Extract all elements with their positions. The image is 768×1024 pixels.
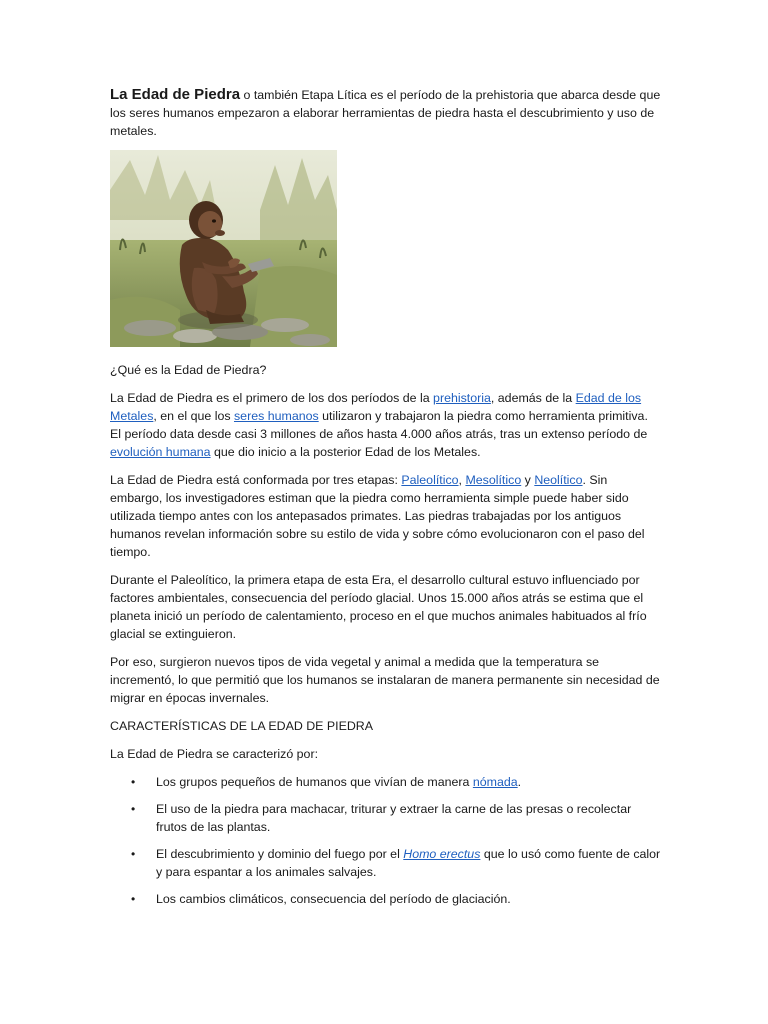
list-intro: La Edad de Piedra se caracterizó por:: [110, 747, 319, 761]
bullet-icon: •: [131, 892, 136, 906]
paragraph-paleolitico: Durante el Paleolítico, la primera etapa de esta Era, el desarrollo cultural estuvo influenciado por factores ambientales, consecuencia del período glacial. Unos 15.000 años atrás se estima que el planeta inició un período de calentamiento, proceso en el que muchos animales habituados al frío glacial se extinguieron.: [110, 573, 647, 641]
p1-text-3: , en el que los: [153, 409, 234, 423]
caveman-illustration: [110, 150, 337, 347]
link-neolitico[interactable]: Neolítico: [534, 473, 583, 487]
list-item: [110, 890, 662, 908]
paragraph-etapas: [110, 471, 662, 561]
link-homo-erectus[interactable]: Homo erectus: [403, 847, 481, 861]
intro-lead: La Edad de Piedra: [110, 86, 241, 103]
caveman-illustration-svg: [110, 150, 337, 347]
paragraph-vida: Por eso, surgieron nuevos tipos de vida vegetal y animal a medida que la temperatura se incrementó, lo que permitió que los humanos se instalaran de manera permanente sin necesidad de migrar en épocas invernales.: [110, 655, 660, 705]
intro-paragraph: [110, 86, 662, 140]
p1-text-5: que dio inicio a la posterior Edad de los Metales.: [210, 445, 481, 459]
bullet-3-text-2: que lo usó como fuente de calor y para espantar a los animales salvajes.: [156, 847, 661, 879]
intro-text: o también Etapa Lítica es el período de la prehistoria que abarca desde que los seres humanos empezaron a elaborar herramientas de piedra hasta el descubrimiento y uso de metales.: [110, 88, 661, 138]
bullet-1-text-2: .: [517, 775, 522, 789]
p1-text-1: La Edad de Piedra es el primero de los dos períodos de la: [110, 391, 434, 405]
document-content: [110, 86, 662, 917]
bullet-icon: •: [131, 775, 136, 789]
paragraph-definition: [110, 389, 662, 461]
bullet-4-text: Los cambios climáticos, consecuencia del período de glaciación.: [156, 892, 511, 906]
list-item: [110, 773, 662, 791]
link-prehistoria[interactable]: prehistoria: [433, 391, 491, 405]
p1-text-2: , además de la: [490, 391, 576, 405]
section-heading: CARACTERÍSTICAS DE LA EDAD DE PIEDRA: [110, 719, 374, 733]
bullet-1-text-1: Los grupos pequeños de humanos que vivían de manera: [156, 775, 473, 789]
p2-text-3: y: [521, 473, 535, 487]
link-seres-humanos[interactable]: seres humanos: [233, 409, 319, 423]
link-nomada[interactable]: nómada: [472, 775, 518, 789]
bullet-3-text-1: El descubrimiento y dominio del fuego por el: [156, 847, 404, 861]
link-paleolitico[interactable]: Paleolítico: [401, 473, 459, 487]
characteristics-list: [110, 773, 662, 908]
link-evolucion-humana[interactable]: evolución humana: [110, 445, 211, 459]
p1-text-4: utilizaron y trabajaron la piedra como herramienta primitiva. El período data desde casi 3 millones de años hasta 4.000 años atrás, tras un extenso período de: [110, 409, 648, 441]
link-edad-de-los-metales[interactable]: Edad de los Metales: [110, 391, 642, 423]
bullet-icon: •: [131, 847, 136, 861]
list-item: [110, 800, 662, 836]
p2-text-2: ,: [458, 473, 466, 487]
p2-text-1: La Edad de Piedra está conformada por tres etapas:: [110, 473, 402, 487]
question-heading: ¿Qué es la Edad de Piedra?: [110, 363, 267, 377]
list-item: [110, 845, 662, 881]
bullet-icon: •: [131, 802, 136, 816]
p2-text-4: . Sin embargo, los investigadores estiman que la piedra como herramienta simple puede haber sido utilizada tiempo antes con los antepasados primates. Las piedras trabajadas por los antiguos humanos revelan información sobre su estilo de vida y sobre cómo evolucionaron con el paso del tiempo.: [110, 473, 645, 559]
bullet-2-text: El uso de la piedra para machacar, triturar y extraer la carne de las presas o recolectar frutos de las plantas.: [156, 802, 632, 834]
link-mesolitico[interactable]: Mesolítico: [465, 473, 522, 487]
